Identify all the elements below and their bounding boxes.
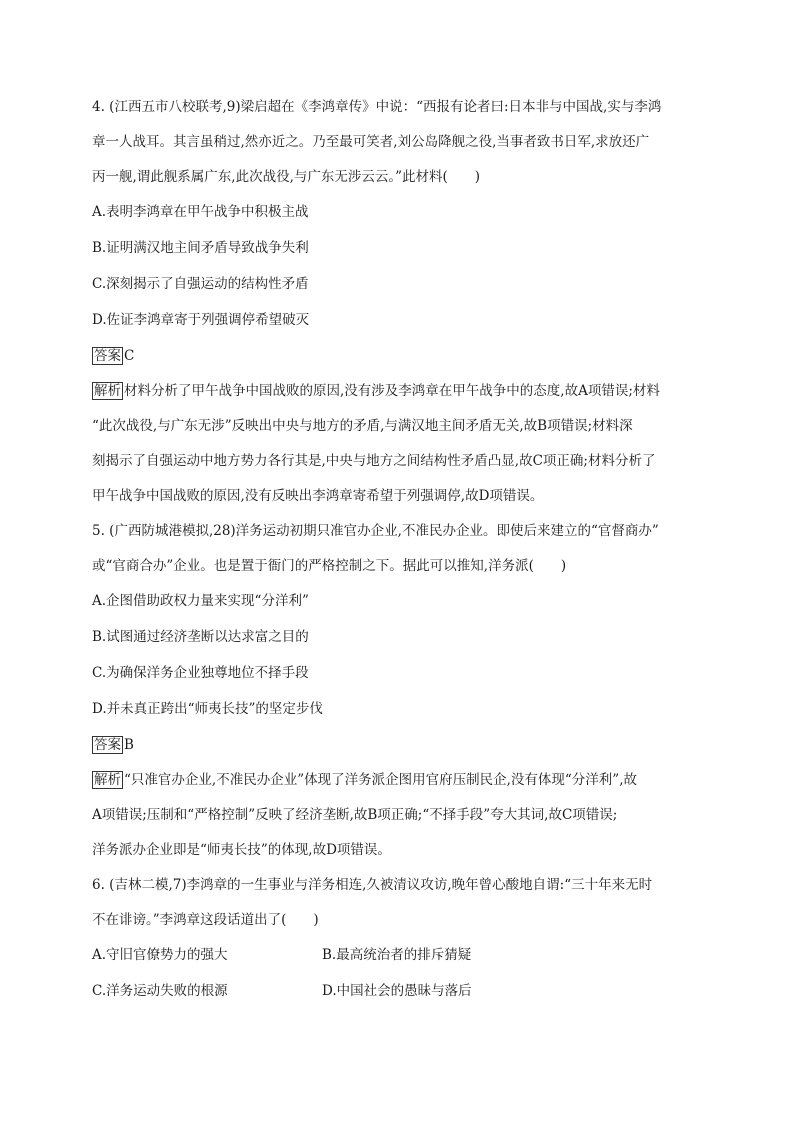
answer-value: C: [124, 348, 135, 364]
question-5-analysis-line-1: [92, 771, 708, 789]
question-6-option-d: D.中国社会的愚昧与落后: [322, 983, 472, 999]
question-5-analysis-line-2: A项错误;压制和“严格控制”反映了经济垄断,故B项正确;“不择手段”夸大其词,故C项错误;: [92, 807, 618, 823]
question-6-line-1: 6. (吉林二模,7)李鸿章的一生事业与洋务相连,久被清议攻访,晚年曾心酸地自谓:“三十年来无时: [92, 877, 653, 893]
question-5-option-d: D.并未真正跨出“师夷长技”的坚定步伐: [92, 701, 323, 717]
question-4-option-d: D.佐证李鸿章寄于列强调停希望破灭: [92, 312, 310, 328]
question-4-line-1: 4. (江西五市八校联考,9)梁启超在《李鸿章传》中说：“西报有论者曰:日本非与中国战,实与李鸿: [92, 99, 662, 115]
answer-value: B: [124, 737, 134, 753]
question-4-line-3: 丙一舰,谓此舰系属广东,此次战役,与广东无涉云云。”此材料( ): [92, 169, 481, 185]
question-4-analysis-line-3: 刻揭示了自强运动中地方势力各行其是,中央与地方之间结构性矛盾凸显,故C项正确;材料分析了: [92, 453, 656, 469]
question-6: [92, 876, 708, 1000]
analysis-tag: 解析: [94, 383, 121, 399]
document-page: [92, 98, 708, 1018]
question-6-option-a: A.守旧官僚势力的强大: [92, 947, 228, 963]
question-6-options-row-1: [92, 946, 708, 964]
question-4-line-2: 章一人战耳。其言虽稍过,然亦近之。乃至最可笑者,刘公岛降舰之役,当事者致书日军,求放还广: [92, 134, 650, 150]
question-5: [92, 522, 708, 859]
question-4-option-b: B.证明满汉地主间矛盾导致战争失利: [92, 240, 309, 256]
question-6-line-2: 不在诽谤。”李鸿章这段话道出了( ): [92, 912, 319, 928]
question-5-analysis-line-3: 洋务派办企业即是“师夷长技”的体现,故D项错误。: [92, 842, 391, 858]
question-5-option-b: B.试图通过经济垄断以达求富之目的: [92, 629, 309, 645]
question-4-analysis-line-4: 甲午战争中国战败的原因,没有反映出李鸿章寄希望于列强调停,故D项错误。: [92, 488, 544, 504]
analysis-tag: 解析: [94, 772, 121, 788]
question-5-line-2: 或“官商合办”企业。也是置于衙门的严格控制之下。据此可以推知,洋务派( ): [92, 558, 567, 574]
question-4: [92, 98, 708, 505]
question-5-option-a: A.企图借助政权力量来实现“分洋利”: [92, 593, 309, 609]
answer-tag: 答案: [94, 737, 121, 753]
question-4-analysis-line-2: “此次战役,与广东无涉”反映出中央与地方的矛盾,与满汉地主间矛盾无关,故B项错误;材料深: [92, 418, 633, 434]
answer-tag: 答案: [94, 348, 121, 364]
question-4-option-c: C.深刻揭示了自强运动的结构性矛盾: [92, 276, 309, 292]
question-6-option-c: C.洋务运动失败的根源: [92, 983, 228, 999]
question-4-option-a: A.表明李鸿章在甲午战争中积极主战: [92, 204, 309, 220]
question-5-line-1: 5. (广西防城港模拟,28)洋务运动初期只准官办企业,不准民办企业。即使后来建立的“官督商办”: [92, 523, 659, 539]
question-4-answer: [92, 347, 708, 365]
question-5-answer: [92, 736, 708, 754]
question-6-option-b: B.最高统治者的排斥猜疑: [322, 947, 472, 963]
question-4-analysis-line-1: [92, 382, 708, 400]
analysis-text: 材料分析了甲午战争中国战败的原因,没有涉及李鸿章在甲午战争中的态度,故A项错误;材料: [124, 383, 660, 399]
question-6-options-row-2: [92, 982, 708, 1000]
analysis-text: “只准官办企业,不准民办企业”体现了洋务派企图用官府压制民企,没有体现“分洋利”,故: [124, 772, 637, 788]
question-5-option-c: C.为确保洋务企业独尊地位不择手段: [92, 665, 309, 681]
